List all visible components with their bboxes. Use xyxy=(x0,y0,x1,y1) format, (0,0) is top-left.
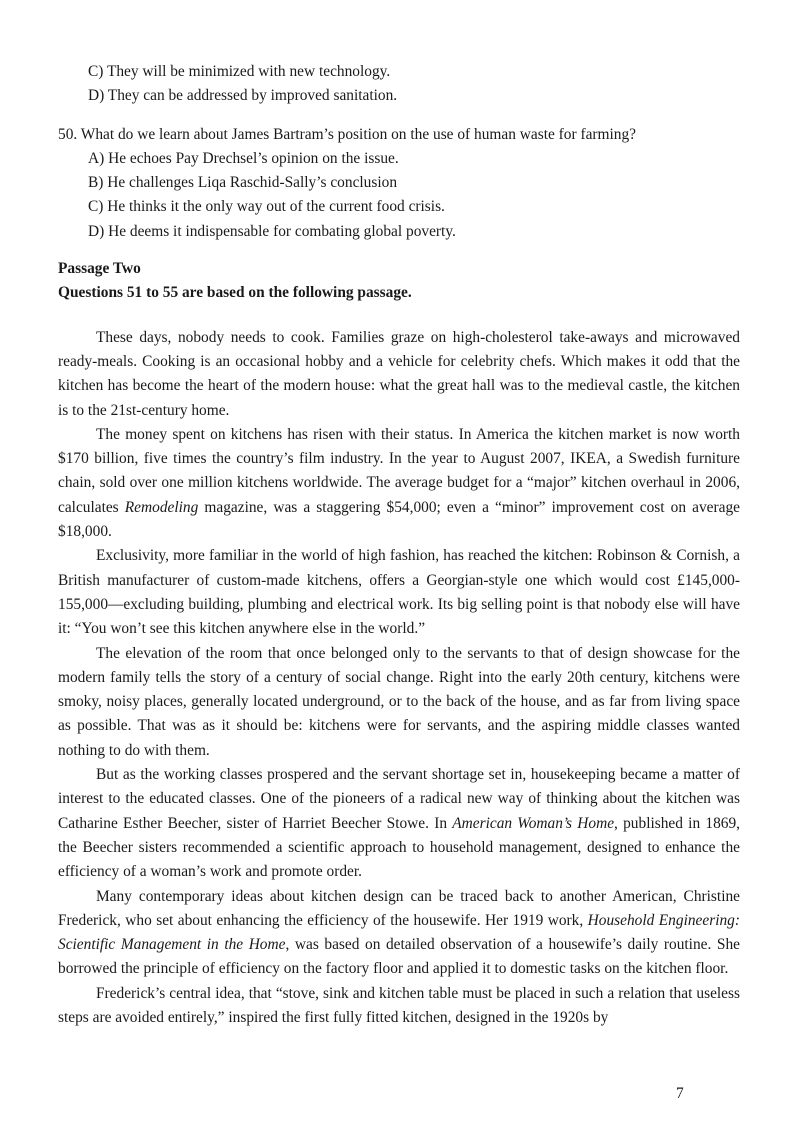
paragraph-2 xyxy=(58,423,740,544)
option-c: C) He thinks it the only way out of the current food crisis. xyxy=(88,198,445,216)
book-title-household-engineering: Household Engineering: Scientific Management in the Home xyxy=(58,911,740,954)
previous-question-options xyxy=(58,60,740,109)
section-instruction: Questions 51 to 55 are based on the following passage. xyxy=(58,284,412,302)
paragraph-6-text-b: , was based on detailed observation of a housewife’s daily routine. She borrowed the principle of efficiency on the factory floor and applied it to domestic tasks on the kitchen floor. xyxy=(58,936,740,978)
paragraph-4: The elevation of the room that once belonged only to the servants to that of design showcase for the modern family tells the story of a century of social change. Right into the early 20th century, kitchens were smoky, noisy places, generally located underground, or to the back of the house, and as far from living space as possible. That was as it should be: kitchens were for servants, and the aspiring middle classes wanted nothing to do with them. xyxy=(58,644,740,759)
paragraph-6-text-a: Many contemporary ideas about kitchen design can be traced back to another American, Christine Frederick, who set about enhancing the efficiency of the housewife. Her 1919 work, xyxy=(58,887,740,929)
paragraph-3: Exclusivity, more familiar in the world of high fashion, has reached the kitchen: Robinson & Cornish, a British manufacturer of custom-made kitchens, offers a Georgian-style one which would cost £145,000-155,000—excluding building, plumbing and electrical work. Its big selling point is that nobody else will have it: “You won’t see this kitchen anywhere else in the world.” xyxy=(58,547,740,638)
passage-body xyxy=(58,326,740,1031)
question-stem: 50. What do we learn about James Bartram’s position on the use of human waste for farming? xyxy=(58,125,636,143)
magazine-title: Remodeling xyxy=(124,498,199,516)
paragraph-6 xyxy=(58,885,740,982)
book-title-american-womans-home: American Woman’s Home xyxy=(452,814,615,832)
paragraph-7: Frederick’s central idea, that “stove, sink and kitchen table must be placed in such a relation that useless steps are avoided entirely,” inspired the first fully fitted kitchen, designed in the 1920s by xyxy=(58,984,740,1026)
document-page xyxy=(58,60,740,1030)
paragraph-5-text-a: But as the working classes prospered and the servant shortage set in, housekeeping became a matter of interest to the educated classes. One of the pioneers of a radical new way of thinking about the kitchen was Catharine Esther Beecher, sister of Harriet Beecher Stowe. In xyxy=(58,766,740,832)
question-50 xyxy=(58,123,740,244)
option-d: D) They can be addressed by improved sanitation. xyxy=(88,87,398,105)
section-title: Passage Two xyxy=(58,260,141,278)
paragraph-2-text-a: The money spent on kitchens has risen with their status. In America the kitchen market is now worth $170 billion, five times the country’s film industry. In the year to August 2007, IKEA, a Swedish furniture chain, sold over one million kitchens worldwide. The average budget for a “major” kitchen overhaul in 2006, calculates xyxy=(58,425,740,516)
option-a: A) He echoes Pay Drechsel’s opinion on the issue. xyxy=(88,149,399,167)
paragraph-5-text-b: , published in 1869, the Beecher sisters recommended a scientific approach to household management, designed to enhance the efficiency of a woman’s work and promote order. xyxy=(58,814,740,881)
option-d: D) He deems it indispensable for combating global poverty. xyxy=(88,222,456,240)
paragraph-5 xyxy=(58,763,740,884)
option-b: B) He challenges Liqa Raschid-Sally’s conclusion xyxy=(88,174,398,192)
paragraph-1: These days, nobody needs to cook. Families graze on high-cholesterol take-aways and microwaved ready-meals. Cooking is an occasional hobby and a vehicle for celebrity chefs. Which makes it odd that the kitchen has become the heart of the modern house: what the great hall was to the medieval castle, the kitchen is to the 21st-century home. xyxy=(58,328,740,419)
paragraph-2-text-b: magazine, was a staggering $54,000; even a “minor” improvement cost on average $18,000. xyxy=(58,498,740,541)
page-number: 7 xyxy=(676,1085,684,1102)
option-c: C) They will be minimized with new technology. xyxy=(88,63,391,80)
